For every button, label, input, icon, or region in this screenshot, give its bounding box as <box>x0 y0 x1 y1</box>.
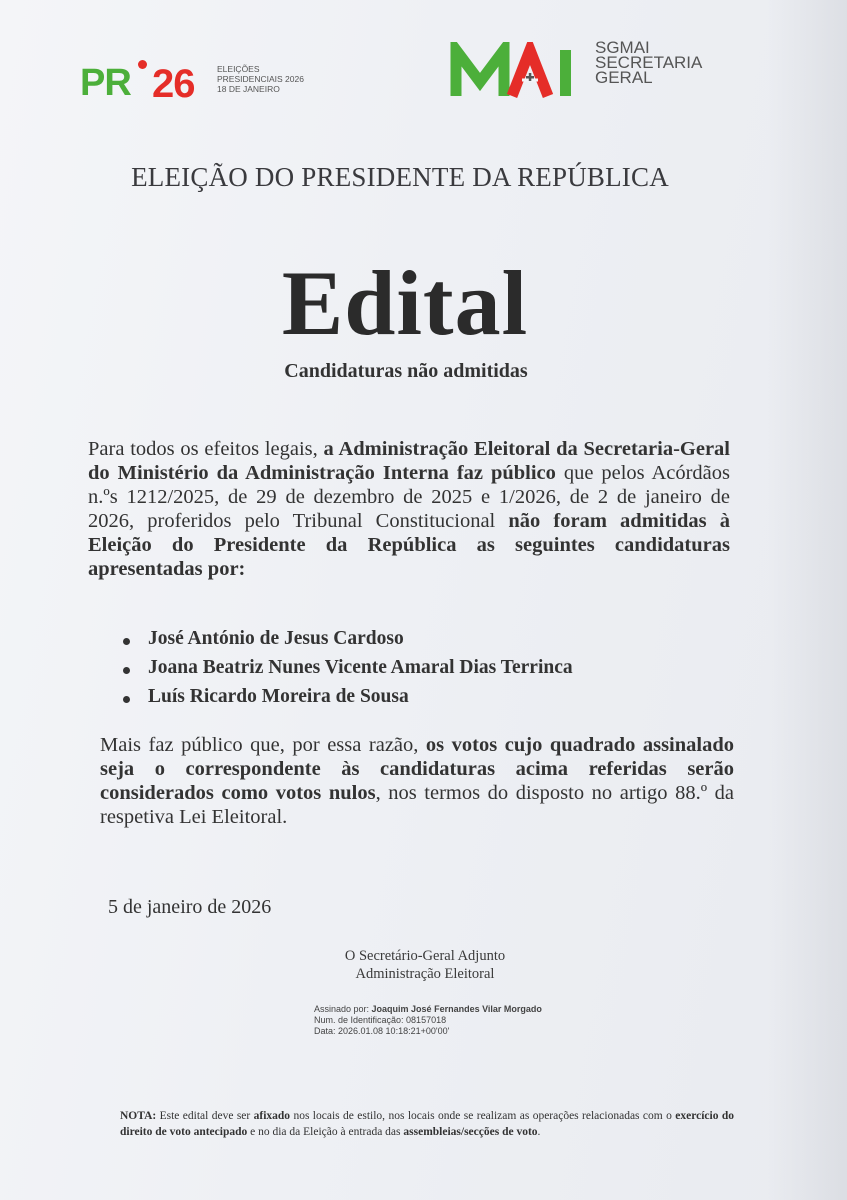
mai-mark-icon <box>450 42 590 100</box>
page-title: Edital <box>281 252 529 354</box>
sgmai-wordmark: SGMAI SECRETARIA GERAL <box>595 38 703 87</box>
document-date: 5 de janeiro de 2026 <box>108 896 272 918</box>
election-heading: ELEIÇÃO DO PRESIDENTE DA REPÚBLICA <box>131 162 669 192</box>
sgmai-logo <box>450 40 740 110</box>
list-item: Joana Beatriz Nunes Vicente Amaral Dias Terrinca <box>118 657 573 686</box>
votes-paragraph: Mais faz público que, por essa razão, os votos cujo quadrado assinalado seja o correspondente às candidaturas acima referidas serão considerados como votos nulos, nos termos do disposto no artigo 88.º da respetiva Lei Eleitoral. <box>100 734 734 828</box>
list-item: José António de Jesus Cardoso <box>118 628 573 657</box>
pr-logo-dot <box>138 60 147 69</box>
footnote: NOTA: Este edital deve ser afixado nos locais de estilo, nos locais onde se realizam as operações relacionadas com o exercício do direito de voto antecipado e no dia da Eleição à entrada das assembleias/secções de voto. <box>120 1110 734 1138</box>
pr-logo-letters: PR <box>80 62 131 104</box>
pr-logo-caption: ELEIÇÕES PRESIDENCIAIS 2026 18 DE JANEIRO <box>217 64 304 94</box>
page-subtitle: Candidaturas não admitidas <box>284 360 528 382</box>
digital-signature: Assinado por: Joaquim José Fernandes Vilar Morgado Num. de Identificação: 08157018 Data: 2026.01.08 10:18:21+00'00' <box>314 1004 542 1036</box>
signatory-title: O Secretário-Geral Adjunto Administração Eleitoral <box>344 948 506 982</box>
pr-logo-number: 26 <box>152 62 195 106</box>
list-item: Luís Ricardo Moreira de Sousa <box>118 686 573 715</box>
intro-paragraph: Para todos os efeitos legais, a Administração Eleitoral da Secretaria-Geral do Ministério da Administração Interna faz público que pelos Acórdãos n.ºs 1212/2025, de 29 de dezembro de 2025 e 1/2026, de 2 de janeiro de 2026, proferidos pelo Tribunal Constitucional não foram admitidas à Eleição do Presidente da República as seguintes candidaturas apresentadas por: <box>88 438 730 580</box>
candidate-list <box>118 628 573 715</box>
